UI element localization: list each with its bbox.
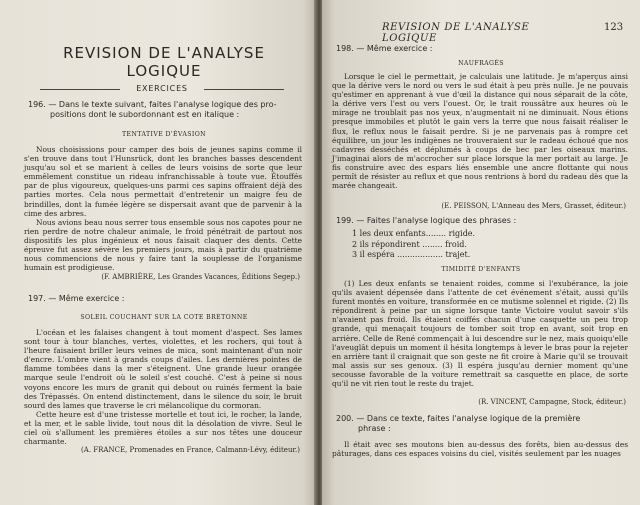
section-heading: EXERCICES: [136, 84, 188, 93]
exercise-number: 199. —: [336, 216, 365, 225]
divider-line-left: [40, 89, 120, 90]
phrase-right: rigide.: [448, 229, 476, 238]
exercise-198-instruction: [336, 44, 626, 54]
subtitle: TENTATIVE D'ÉVASION: [122, 131, 206, 138]
right-page: [322, 0, 640, 505]
paragraph: Nous avions beau nous serrer tous ensemble sous nos capotes pour ne rien perdre de notre chaleur animale, le froid pénétrait de partout nos dispositifs les plus ingénieux et nous faisait claquer des dents. Cette épreuve fut assez sévère les premiers jours, mais à partir du quatrième nous commencions de nous y faire tant la souplesse de l'organisme humain est prodigieuse.: [24, 218, 302, 273]
phrase-list: [352, 229, 552, 261]
instruction-line: Même exercice :: [58, 294, 125, 303]
phrase-row: [352, 250, 552, 261]
instruction-line: Dans le texte suivant, faites l'analyse logique des pro-: [58, 100, 277, 109]
phrase-left: 1 les deux enfants........: [352, 229, 447, 238]
instruction-line: positions dont le subordonnant est en italique :: [50, 110, 240, 119]
divider-line-right: [204, 89, 284, 90]
paragraph: (1) Les deux enfants se tenaient roides, comme si l'exubérance, la joie qu'ils avaient dépensée dans l'attente de cet événement s'était, aussi qu'ils furent montés en voiture, transformée en ce mutisme solennel et rigide. (2) Ils répondirent à peine par un signe lorsque tante Victoire voulut savoir s'ils n'avaient pas froid. Ils étaient coiffés chacun d'une casquette un peu trop grande, qui menaçait toujours de tomber soit trop en avant, soit trop en arrière. Celle de René commençait à lui descendre sur le nez, mais quoiqu'elle l'aveuglât depuis un moment il hésita longtemps à lever le bras pour la rejeter en arrière tant il craignait que son geste ne fit croire à Marie qu'il se trouvait mal assis sur ses genoux. (3) Il espéra jusqu'au dernier moment qu'une secousse favorable de la voiture remettrait sa casquette en place, de sorte qu'il ne vit rien tout le reste du trajet.: [332, 279, 628, 389]
paragraph: L'océan et les falaises changent à tout moment d'aspect. Ses lames sont tour à tour blanches, vertes, violettes, et les rochers, qui tout à l'heure faisaient briller leurs veines de mica, sont maintenant d'un noir d'encre. L'ombre vient à grands coups d'ailes. Les dernières pointes de flamme tombées dans la mer s'éteignent. Une grande lueur orangée marque seule l'endroit où le soleil s'est couché. C'est à peine si nous voyons encore les murs de granit qui debout ou ruinés ferment la baie des Trépassés. On entend distinctement, dans le silence du soir, le bruit sourd des lames que traverse le cri mélancolique du cormoran.: [24, 328, 302, 410]
exercise-number: 197. —: [28, 294, 57, 303]
paragraph: Il était avec ses moutons bien au-dessus des forêts, bien au-dessus des pâturages, dans ces espaces voisins du ciel, visités seulement par les nuages: [332, 440, 628, 459]
phrase-row: [352, 240, 552, 251]
exercise-199-instruction: [336, 216, 626, 226]
phrase-row: [352, 229, 552, 240]
exercise-number: 200. —: [336, 414, 365, 423]
paragraph: Cette heure est d'une tristesse mortelle et tout ici, le rocher, la lande, et la mer, et le sable livide, tout nous dit la désolation de vivre. Seul le ciel où s'allument les premières étoiles a sur nos têtes une douceur charmante.: [24, 410, 302, 447]
left-page: [0, 0, 316, 505]
instruction-line: phrase :: [358, 424, 391, 433]
page-number: 123: [604, 22, 624, 33]
phrase-right: froid.: [445, 239, 467, 249]
citation: (E. PEISSON, L'Anneau des Mers, Grasset, éditeur.): [441, 202, 626, 210]
exercise-number: 196. —: [28, 100, 57, 109]
subtitle: NAUFRAGÉS: [458, 60, 504, 67]
running-head: REVISION DE L'ANALYSE LOGIQUE: [382, 22, 530, 44]
paragraph: Nous choisissions pour camper des bois de jeunes sapins comme il s'en trouve dans tout l'Hunsrück, dont les branches basses descendent jusqu'au sol et se marient à celles de leurs voisins de sorte que leur emmêlement constitue un rideau infranchissable à toute vue. Étouffés par de plus vigoureux, quelques-uns parmi ces sapins offraient déjà des parties mortes. Cela nous permettait d'entretenir un maigre feu de brindilles, dont la fumée légère se dispersait avant que de parvenir à la cime des arbres.: [24, 145, 302, 218]
citation: (F. AMBRIÈRE, Les Grandes Vacances, Éditions Segep.): [101, 273, 300, 281]
phrase-left: 3 il espéra ..................: [352, 250, 443, 259]
instruction-line: Même exercice :: [366, 44, 433, 53]
phrase-right: trajet.: [445, 250, 471, 259]
citation: (R. VINCENT, Campagne, Stock, éditeur.): [478, 398, 626, 406]
exercise-200-instruction: [336, 414, 626, 434]
page-title: REVISION DE L'ANALYSE LOGIQUE: [63, 44, 265, 80]
paragraph: Lorsque le ciel le permettait, je calculais une latitude. Je m'aperçus ainsi que la dérive vers le nord ou vers le sud était à peu près nulle. Je ne pouvais qu'estimer en apprenant à vue d'œil la distance qui nous séparait de la côte, la dérive vers l'est ou vers l'ouest. Or, le trait roussâtre aux heures où le mirage ne troublait pas nos yeux, n'augmentait ni ne diminuait. Nous étions presque immobiles et plutôt le gain vers la terre que nous faisait réaliser le flux, le reflux nous le faisait perdre. Si je ne parvenais pas à rompre cet équilibre, un jour les indigènes ne trouveraient sur le radeau échoué que nos cadavres desséchés et déplumés à coups de bec par les oiseaux marins. J'imaginai alors de m'accrocher sur place lorsque la mer portait au large. Je fis construire avec des espars liés ensemble une ancre flottante qui nous permît de résister au reflux et que nous rentrions à bord du radeau dès que la marée changeait.: [332, 72, 628, 191]
exercise-197-instruction: [28, 294, 300, 304]
exercise-196-instruction: [28, 100, 300, 120]
instruction-line: Faites l'analyse logique des phrases :: [366, 216, 517, 225]
subtitle: SOLEIL COUCHANT SUR LA COTE BRETONNE: [80, 314, 248, 321]
subtitle: TIMIDITÉ D'ENFANTS: [441, 266, 521, 273]
exercise-number: 198. —: [336, 44, 365, 53]
instruction-line: Dans ce texte, faites l'analyse logique de la première: [366, 414, 581, 423]
citation: (A. FRANCE, Promenades en France, Calmann-Lévy, éditeur.): [81, 446, 300, 454]
phrase-left: 2 ils répondirent ........: [352, 239, 443, 249]
